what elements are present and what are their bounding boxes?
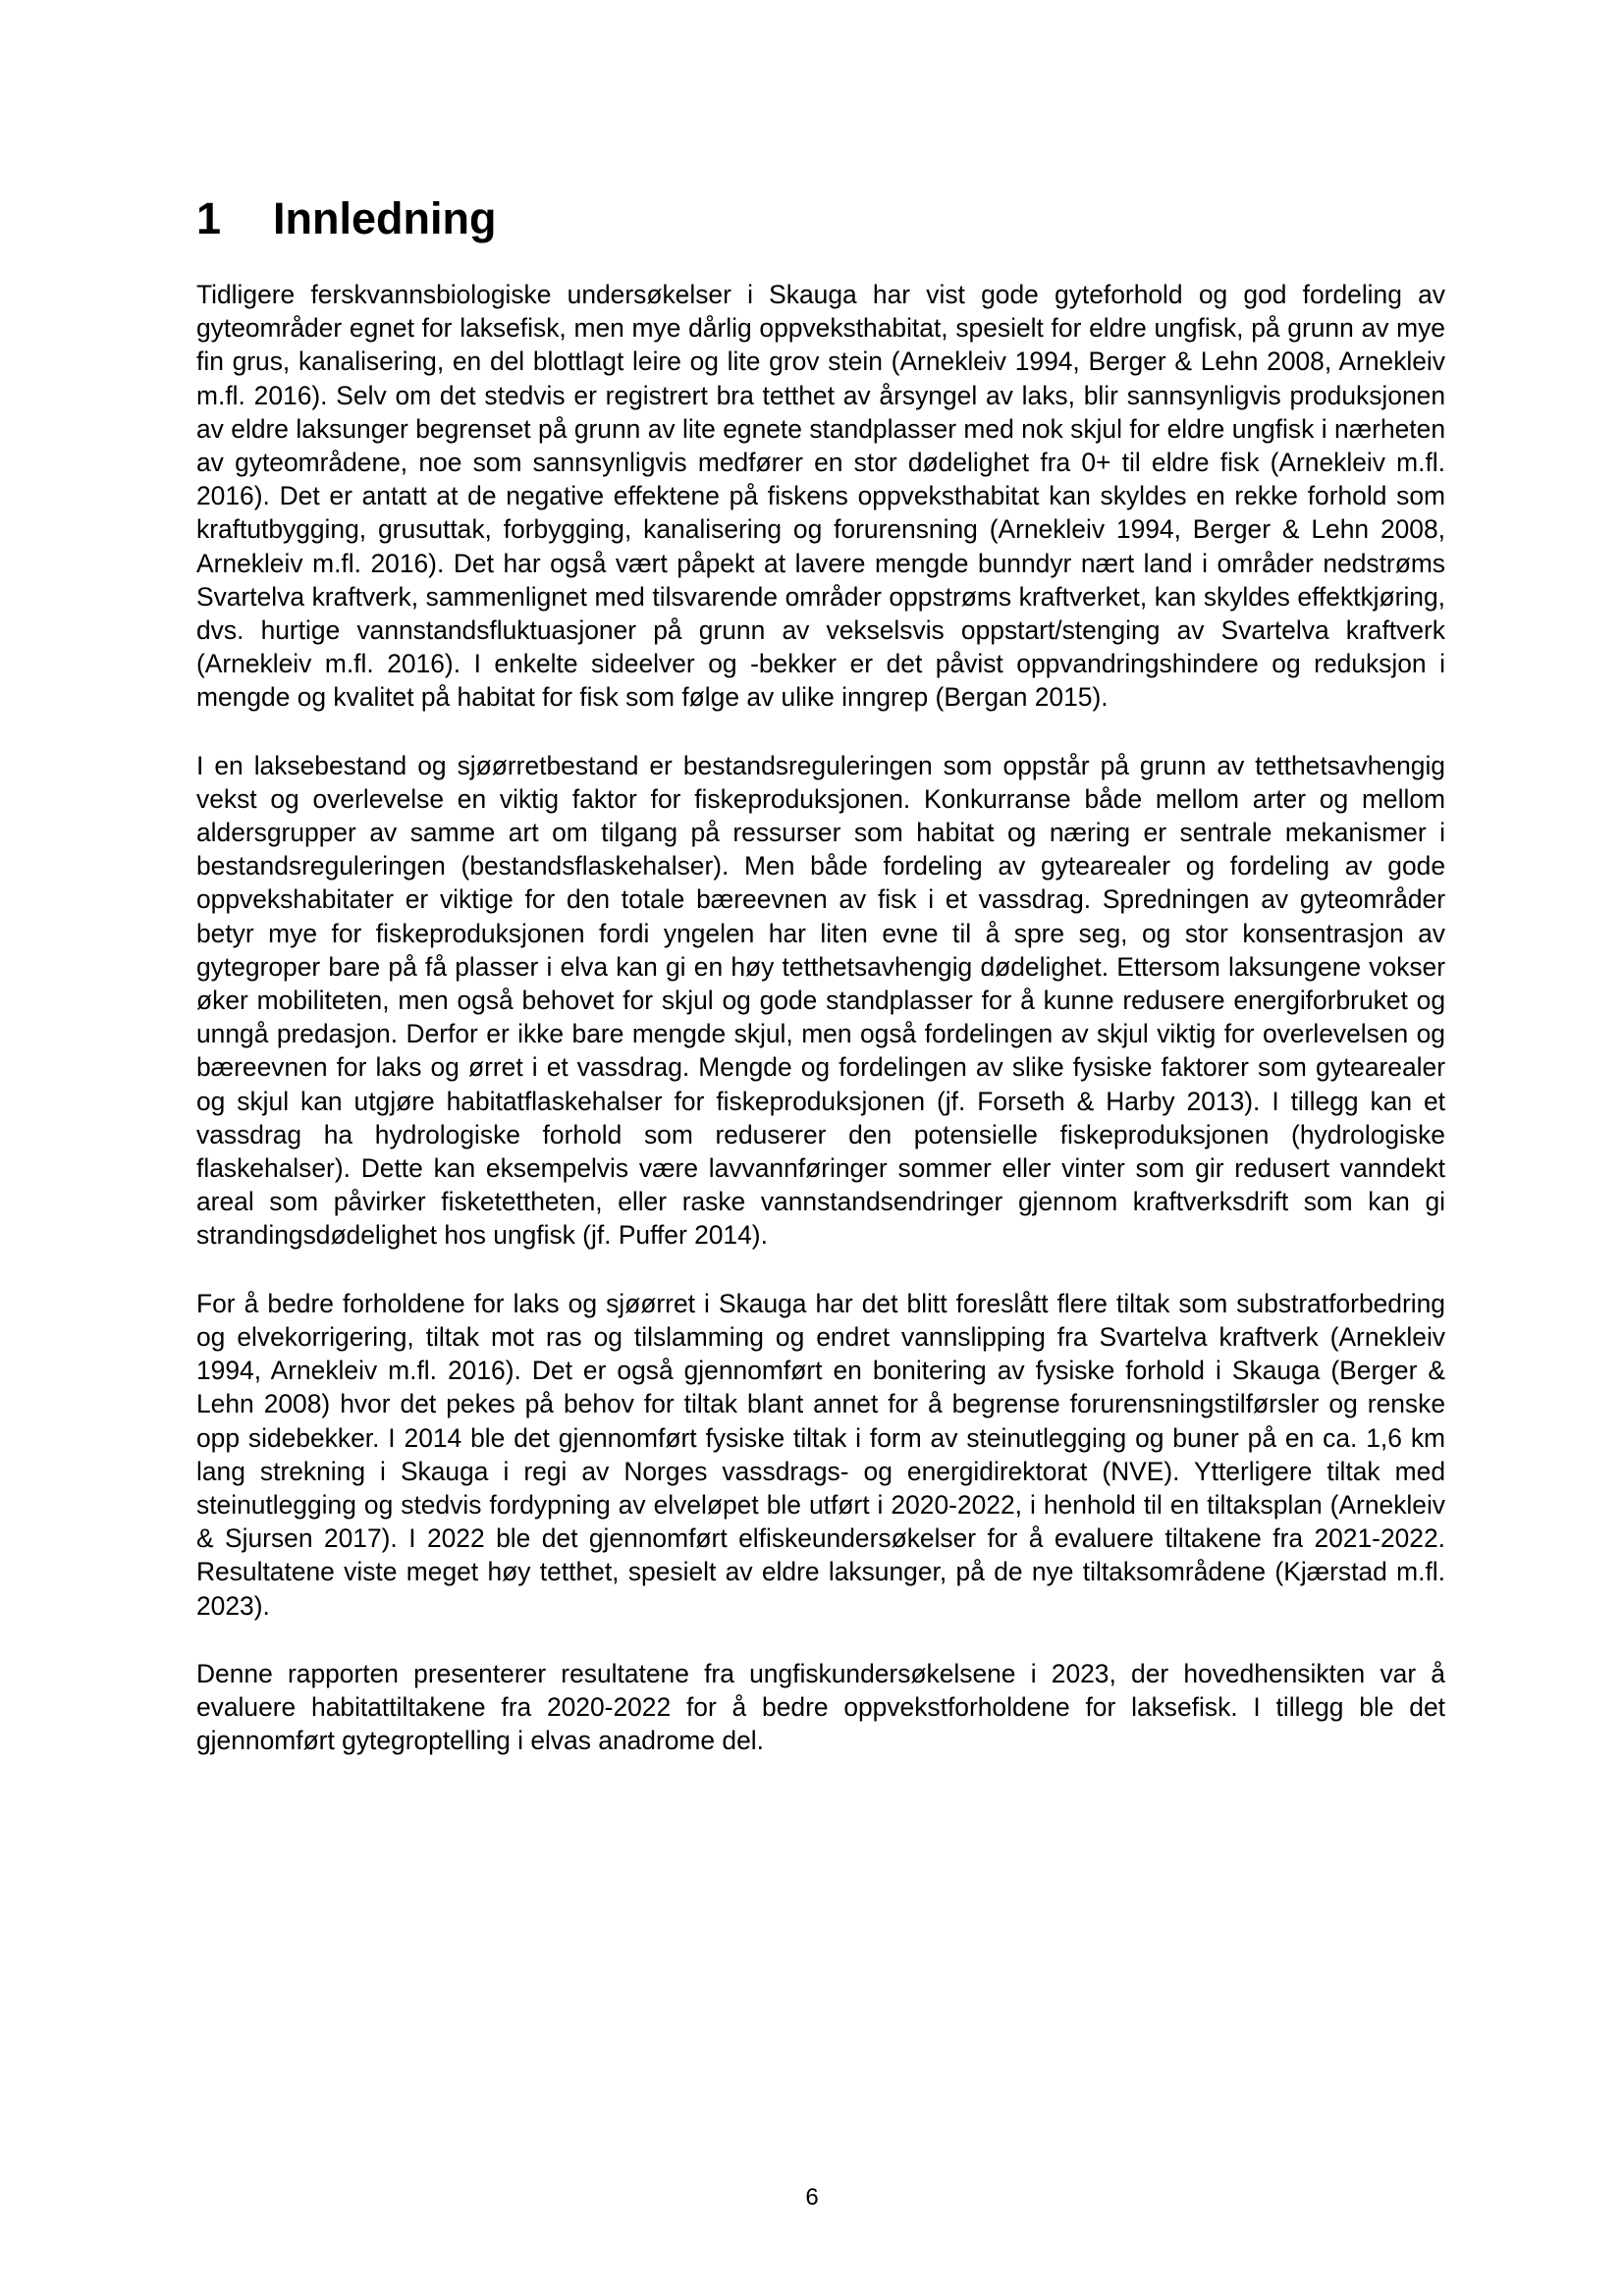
section-number: 1 <box>196 193 222 243</box>
paragraph-2: I en laksebestand og sjøørretbestand er bestandsreguleringen som oppstår på grunn av tetthetsavhengig vekst og overlevelse en viktig faktor for fiskeproduksjonen. Konkurranse både mellom arter og mellom aldersgrupper av samme art om tilgang på ressurser som habitat og næring er sentrale mekanismer i bestandsreguleringen (bestandsflaskehalser). Men både fordeling av gytearealer og fordeling av gode oppvekshabitater er viktige for den totale bæreevnen av fisk i et vassdrag. Spredningen av gyteområder betyr mye for fiskeproduksjonen fordi yngelen har liten evne til å spre seg, og stor konsentrasjon av gytegroper bare på få plasser i elva kan gi en høy tetthetsavhengig dødelighet. Ettersom laksungene vokser øker mobiliteten, men også behovet for skjul og gode standplasser for å kunne redusere energiforbruket og unngå predasjon. Derfor er ikke bare mengde skjul, men også fordelingen av skjul viktig for overlevelsen og bæreevnen for laks og ørret i et vassdrag. Mengde og fordelingen av slike fysiske faktorer som gytearealer og skjul kan utgjøre habitatflaskehalser for fiskeproduksjonen (jf. Forseth & Harby 2013). I tillegg kan et vassdrag ha hydrologiske forhold som reduserer den potensielle fiskeproduksjonen (hydrologiske flaskehalser). Dette kan eksempelvis være lavvannføringer sommer eller vinter som gir redusert vanndekt areal som påvirker fisketettheten, eller raske vannstandsendringer gjennom kraftverksdrift som kan gi strandingsdødelighet hos ungfisk (jf. Puffer 2014). <box>196 750 1445 1251</box>
paragraph-4: Denne rapporten presenterer resultatene fra ungfiskundersøkelsene i 2023, der hovedhensikten var å evaluere habitattiltakene fra 2020-2022 for å bedre oppvekstforholdene for laksefisk. I tillegg ble det gjennomført gytegroptelling i elvas anadrome del. <box>196 1658 1445 1756</box>
page-number: 6 <box>805 2184 819 2211</box>
section-title: Innledning <box>273 193 497 243</box>
section-heading <box>196 189 496 248</box>
body-text <box>196 278 1445 1791</box>
paragraph-1: Tidligere ferskvannsbiologiske undersøkelser i Skauga har vist gode gyteforhold og god fordeling av gyteområder egnet for laksefisk, men mye dårlig oppveksthabitat, spesielt for eldre ungfisk, på grunn av mye fin grus, kanalisering, en del blottlagt leire og lite grov stein (Arnekleiv 1994, Berger & Lehn 2008, Arnekleiv m.fl. 2016). Selv om det stedvis er registrert bra tetthet av årsyngel av laks, blir sannsynligvis produksjonen av eldre laksunger begrenset på grunn av lite egnete standplasser med nok skjul for eldre ungfisk i nærheten av gyteområdene, noe som sannsynligvis medfører en stor dødelighet fra 0+ til eldre fisk (Arnekleiv m.fl. 2016). Det er antatt at de negative effektene på fiskens oppveksthabitat kan skyldes en rekke forhold som kraftutbygging, grusuttak, forbygging, kanalisering og forurensning (Arnekleiv 1994, Berger & Lehn 2008, Arnekleiv m.fl. 2016). Det har også vært påpekt at lavere mengde bunndyr nært land i områder nedstrøms Svartelva kraftverk, sammenlignet med tilsvarende områder oppstrøms kraftverket, kan skyldes effektkjøring, dvs. hurtige vannstandsfluktuasjoner på grunn av vekselsvis oppstart/stenging av Svartelva kraftverk (Arnekleiv m.fl. 2016). I enkelte sideelver og -bekker er det påvist oppvandringshindere og reduksjon i mengde og kvalitet på habitat for fisk som følge av ulike inngrep (Bergan 2015). <box>196 280 1445 713</box>
paragraph-3: For å bedre forholdene for laks og sjøørret i Skauga har det blitt foreslått flere tiltak som substratforbedring og elvekorrigering, tiltak mot ras og tilslamming og endret vannslipping fra Svartelva kraftverk (Arnekleiv 1994, Arnekleiv m.fl. 2016). Det er også gjennomført en bonitering av fysiske forhold i Skauga (Berger & Lehn 2008) hvor det pekes på behov for tiltak blant annet for å begrense forurensningstilførsler og renske opp sidebekker. I 2014 ble det gjennomført fysiske tiltak i form av steinutlegging og buner på en ca. 1,6 km lang strekning i Skauga i regi av Norges vassdrags- og energidirektorat (NVE). Ytterligere tiltak med steinutlegging og stedvis fordypning av elveløpet ble utført i 2020-2022, i henhold til en tiltaksplan (Arnekleiv & Sjursen 2017). I 2022 ble det gjennomført elfiskeundersøkelser for å evaluere tiltakene fra 2021-2022. Resultatene viste meget høy tetthet, spesielt av eldre laksunger, på de nye tiltaksområdene (Kjærstad m.fl. 2023). <box>196 1288 1445 1621</box>
